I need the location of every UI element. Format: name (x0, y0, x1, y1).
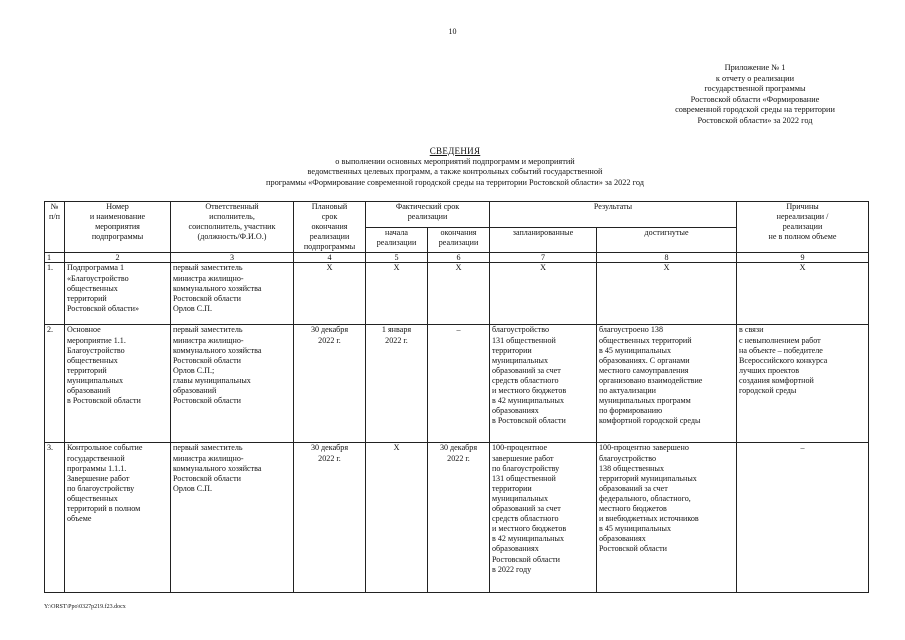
text-line: X (455, 263, 462, 273)
text-line: 2022 г. (385, 335, 408, 345)
text-line: – (800, 443, 805, 453)
text-line: X (393, 443, 400, 453)
text-line: с невыполнением работ (739, 335, 821, 345)
text-line: Подпрограмма 1 (67, 263, 125, 273)
text-line: 30 декабря (310, 325, 349, 335)
header-name (65, 202, 171, 253)
text-line: министра жилищно- (173, 453, 244, 463)
text-line: на объекте – победителе (739, 345, 823, 355)
cell-actual-start (366, 325, 428, 443)
text-line: современной городской среды на территории (675, 105, 835, 115)
header-results: Результаты (490, 202, 737, 228)
cell-actual-start (366, 263, 428, 325)
text-line: 100-процентное (492, 443, 548, 453)
cell-planned-date (294, 325, 366, 443)
cell-actual-end (428, 443, 490, 593)
cell-executor (171, 325, 294, 443)
text-line: по благоустройству (492, 463, 560, 473)
text-line: Завершение работ (67, 473, 130, 483)
header-row-1 (45, 202, 869, 228)
text-line: общественных территорий (599, 335, 692, 345)
text-line: № (50, 202, 59, 211)
text-line: коммунального хозяйства (173, 283, 262, 293)
column-number: 3 (171, 253, 294, 263)
text-line: Благоустройство (67, 345, 125, 355)
text-line: образований за счет (599, 483, 668, 493)
cell-reasons (737, 325, 869, 443)
cell-planned-result (490, 263, 597, 325)
text-line: реализации (376, 237, 417, 247)
text-line: образований за счет (492, 365, 561, 375)
text-line: общественных (67, 493, 118, 503)
text-line: первый заместитель (173, 443, 243, 453)
text-line: 100-процентно завершено (599, 443, 689, 453)
text-line: мероприятие 1.1. (67, 335, 126, 345)
column-number: 8 (597, 253, 737, 263)
text-line: в связи (739, 325, 764, 335)
text-line: в 45 муниципальных (599, 345, 671, 355)
text-line: муниципальных (492, 493, 549, 503)
text-line: подпрограммы (91, 232, 144, 242)
text-line: ведомственных целевых программ, а также контрольных событий государственной (307, 167, 603, 177)
cell-planned-result (490, 325, 597, 443)
document-title (100, 146, 810, 188)
text-line: Ответственный (205, 202, 259, 211)
text-line: Ростовской области (173, 396, 241, 406)
text-line: территорий в полном (67, 504, 141, 514)
cell-achieved (597, 443, 737, 593)
text-line: – (456, 325, 461, 335)
text-line: образованиях (492, 406, 539, 416)
text-line: срок (321, 212, 338, 222)
cell-actual-end (428, 325, 490, 443)
text-line: реализации (782, 222, 823, 232)
cell-num: 3. (45, 443, 65, 593)
text-line: соисполнитель, участник (188, 222, 276, 232)
text-line: 2022 г. (447, 453, 470, 463)
text-line: общественных (67, 283, 118, 293)
text-line: государственной (67, 453, 125, 463)
header-actual (366, 202, 490, 228)
text-line: к отчету о реализации (715, 73, 795, 83)
text-line: объеме (67, 514, 92, 524)
column-number: 6 (428, 253, 490, 263)
text-line: благоустройство (492, 325, 550, 335)
text-line: государственной программы (704, 84, 806, 94)
header-num (45, 202, 65, 253)
results-table (44, 201, 869, 593)
text-line: 131 общественной (492, 335, 556, 345)
column-number: 9 (737, 253, 869, 263)
text-line: местного самоуправления (599, 365, 689, 375)
text-line: 138 общественных (599, 463, 664, 473)
text-line: в 2022 году (492, 564, 532, 574)
text-line: программы 1.1.1. (67, 463, 127, 473)
text-line: 2022 г. (318, 453, 341, 463)
header-executor (171, 202, 294, 253)
text-line: местного бюджетов (599, 504, 667, 514)
text-line: министра жилищно- (173, 273, 244, 283)
cell-planned-date (294, 443, 366, 593)
text-line: реализации (438, 237, 479, 247)
text-line: 30 декабря (310, 443, 349, 453)
text-line: образований за счет (492, 504, 561, 514)
text-line: программы «Формирование современной городской среды на территории Ростовской области» за 2022 год (266, 177, 644, 187)
text-line: исполнитель, (209, 212, 255, 222)
text-line: средств областного (492, 514, 559, 524)
page-number: 10 (448, 27, 457, 36)
text-line: мероприятия (95, 222, 140, 232)
text-line: Орлов С.П. (173, 483, 213, 493)
text-line: Приложение № 1 (724, 63, 786, 72)
column-number: 5 (366, 253, 428, 263)
text-line: Ростовской области (173, 473, 241, 483)
text-line: Плановый (311, 202, 348, 211)
text-line: 131 общественной (492, 473, 556, 483)
text-line: в Ростовской области (492, 416, 566, 426)
text-line: Контрольное событие (67, 443, 143, 453)
text-line: благоустройство (599, 453, 657, 463)
appendix-block (640, 63, 870, 127)
file-path-footer: Y:\ORST\Ppo\0327p219.f23.docx (44, 604, 126, 610)
text-line: Орлов С.П.; (173, 365, 215, 375)
header-planned (294, 202, 366, 253)
text-line: первый заместитель (173, 263, 243, 273)
text-line: нереализации / (776, 212, 829, 222)
cell-achieved (597, 263, 737, 325)
text-line: завершение работ (492, 453, 554, 463)
text-line: X (663, 263, 670, 273)
text-line: Ростовской области (173, 293, 241, 303)
text-line: в 42 муниципальных (492, 534, 564, 544)
text-line: в 45 муниципальных (599, 524, 671, 534)
text-line: Ростовской области (173, 355, 241, 365)
text-line: территорий муниципальных (599, 473, 697, 483)
text-line: Ростовской области (599, 544, 667, 554)
text-line: создания комфортной (739, 375, 814, 385)
text-line: федерального, областного, (599, 493, 691, 503)
cell-actual-end (428, 263, 490, 325)
text-line: 2022 г. (318, 335, 341, 345)
column-number: 7 (490, 253, 597, 263)
header-reasons (737, 202, 869, 253)
text-line: п/п (49, 212, 60, 222)
text-line: Ростовской области (492, 554, 560, 564)
cell-executor (171, 263, 294, 325)
text-line: Причины (786, 202, 819, 211)
text-line: не в полном объеме (768, 232, 837, 242)
text-line: образований (173, 386, 217, 396)
column-number: 4 (294, 253, 366, 263)
text-line: реализации (407, 212, 448, 222)
text-line: 30 декабря (439, 443, 478, 453)
text-line: X (799, 263, 806, 273)
text-line: Орлов С.П. (173, 303, 213, 313)
text-line: подпрограммы (303, 242, 356, 252)
text-line: и местного бюджетов (492, 524, 567, 534)
text-line: благоустроено 138 (599, 325, 664, 335)
text-line: территории (492, 345, 532, 355)
text-line: в Ростовской области (67, 396, 141, 406)
table-row (45, 443, 869, 593)
text-line: территорий (67, 365, 107, 375)
text-line: главы муниципальных (173, 375, 251, 385)
cell-actual-start (366, 443, 428, 593)
text-line: министра жилищно- (173, 335, 244, 345)
text-line: территорий (67, 293, 107, 303)
text-line: коммунального хозяйства (173, 345, 262, 355)
cell-name (65, 443, 171, 593)
cell-achieved (597, 325, 737, 443)
text-line: Фактический срок (395, 202, 460, 211)
cell-executor (171, 443, 294, 593)
header-planned-results: запланированные (490, 227, 597, 253)
text-line: муниципальных программ (599, 396, 691, 406)
text-line: начала (385, 227, 408, 237)
cell-planned-result (490, 443, 597, 593)
text-line: лучших проектов (739, 365, 800, 375)
text-line: в 42 муниципальных (492, 396, 564, 406)
text-line: Номер (106, 202, 129, 211)
text-line: окончания (311, 222, 348, 232)
text-line: о выполнении основных мероприятий подпрограмм и мероприятий (335, 156, 575, 166)
text-line: по благоустройству (67, 483, 135, 493)
text-line: муниципальных (492, 355, 549, 365)
cell-planned-date (294, 263, 366, 325)
cell-num: 1. (45, 263, 65, 325)
table-row (45, 325, 869, 443)
text-line: (должность/Ф.И.О.) (197, 232, 267, 242)
text-line: образованиях. С органами (599, 355, 690, 365)
header-actual-start (366, 227, 428, 253)
text-line: и внебюджетных источников (599, 514, 699, 524)
text-line: Ростовской области «Формирование (690, 94, 820, 104)
text-line: муниципальных (67, 375, 124, 385)
text-line: X (540, 263, 546, 273)
text-line: общественных (67, 355, 118, 365)
text-line: окончания (440, 227, 477, 237)
text-line: коммунального хозяйства (173, 463, 262, 473)
column-number: 1 (45, 253, 65, 263)
text-line: Ростовской области» (67, 303, 140, 313)
text-line: образований (67, 386, 111, 396)
text-line: комфортной городской среды (599, 416, 701, 426)
text-line: средств областного (492, 375, 559, 385)
text-line: образованиях (599, 534, 646, 544)
text-line: X (326, 263, 333, 273)
table-row (45, 263, 869, 325)
text-line: городской среды (739, 386, 797, 396)
cell-reasons (737, 263, 869, 325)
text-line: первый заместитель (173, 325, 243, 335)
cell-num: 2. (45, 325, 65, 443)
cell-name (65, 263, 171, 325)
text-line: Ростовской области» за 2022 год (697, 115, 813, 125)
text-line: реализации (309, 232, 350, 242)
text-line: Основное (67, 325, 101, 335)
cell-name (65, 325, 171, 443)
text-line: и местного бюджетов (492, 386, 567, 396)
text-line: X (393, 263, 400, 273)
text-line: 1 января (381, 325, 412, 335)
header-actual-end (428, 227, 490, 253)
title-heading: СВЕДЕНИЯ (429, 146, 481, 156)
header-achieved: достигнутые (597, 227, 737, 253)
text-line: по актуализации (599, 386, 657, 396)
text-line: «Благоустройство (67, 273, 129, 283)
text-line: и наименование (89, 212, 146, 222)
text-line: организовано взаимодействие (599, 375, 703, 385)
text-line: по формированию (599, 406, 663, 416)
column-number: 2 (65, 253, 171, 263)
cell-reasons (737, 443, 869, 593)
column-numbers-row (45, 253, 869, 263)
text-line: образованиях (492, 544, 539, 554)
text-line: территории (492, 483, 532, 493)
text-line: Всероссийского конкурса (739, 355, 828, 365)
